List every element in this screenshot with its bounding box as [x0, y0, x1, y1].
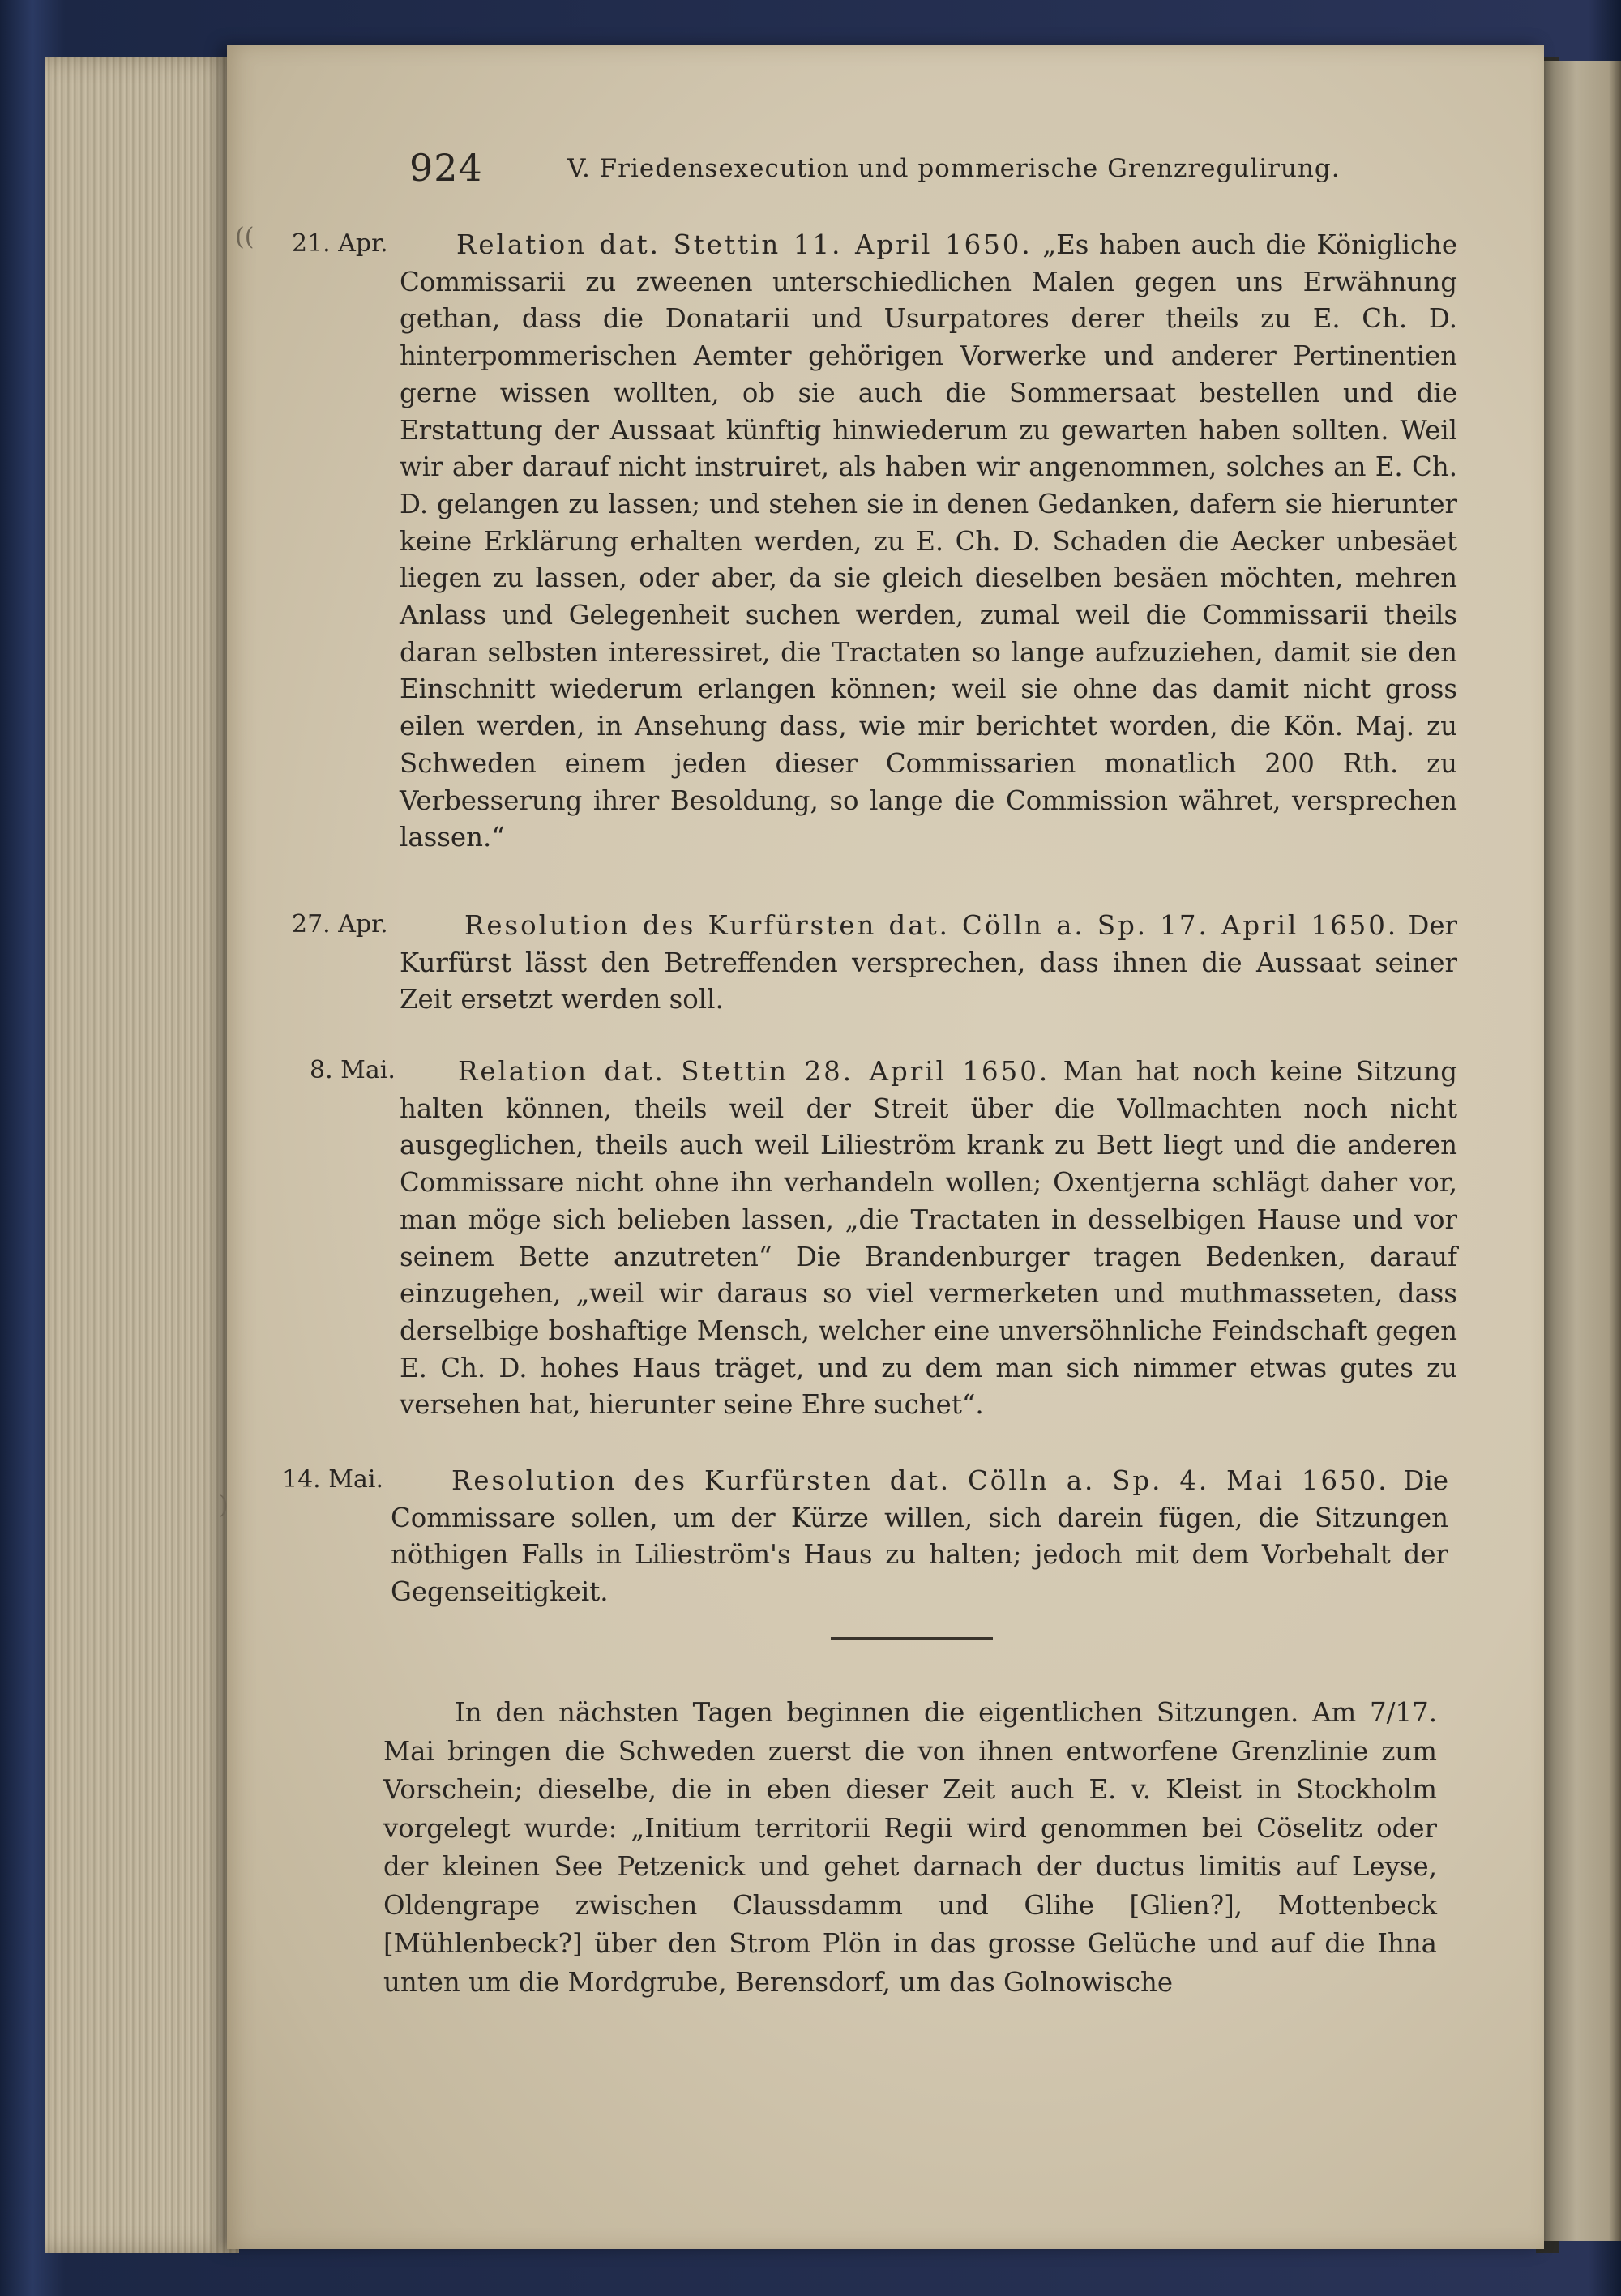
right-page-edges [1544, 61, 1621, 2241]
entry-text [391, 1463, 1448, 1611]
entry-date: 14. Mai. [282, 1465, 383, 1494]
running-header [409, 146, 1341, 203]
entry-lead: Resolution des Kurfürsten dat. Cölln a. Sp. 4. Mai 1650. [451, 1465, 1389, 1496]
entry-lead: Resolution des Kurfürsten dat. Cölln a. Sp. 17. April 1650. [464, 910, 1399, 941]
running-title: V. Friedensexecution und pommerische Grenzregulirung. [567, 154, 1341, 183]
left-page-edges [45, 57, 239, 2253]
entry-date: 8. Mai. [310, 1056, 396, 1084]
entry-body: Man hat noch keine Sitzung halten können, theils weil der Streit über die Vollmachten noch nicht ausgeglichen, theils auch weil Lilieström krank zu Bett liegt und die anderen Commissare nicht ohne ihn verhandeln wollen; Oxentjerna schlägt daher vor, man möge sich belieben lassen, „die Tractaten in desselbigen Hause und vor seinem Bette anzutreten“ Die Brandenburger tragen Bedenken, darauf einzugehen, „weil wir daraus so viel vermerketen und muthmasseten, dass derselbige boshaftige Mensch, welcher eine unversöhnliche Feindschaft gegen E. Ch. D. hohes Haus träget, und zu dem man sich nimmer etwas gutes zu versehen hat, hierunter seine Ehre suchet“. [400, 1056, 1457, 1421]
entry-lead: Relation dat. Stettin 11. April 1650. [456, 229, 1033, 260]
body-paragraph: In den nächsten Tagen beginnen die eigentlichen Sitzungen. Am 7/17. Mai bringen die Schweden zuerst die von ihnen entworfene Grenzlinie zum Vorschein; dieselbe, die in eben dieser Zeit auch E. v. Kleist in Stockholm vorgelegt wurde: „Initium territorii Regii wird genommen bei Cöselitz oder der kleinen See Petzenick und gehet darnach der ductus limitis auf Leyse, Oldengrape zwischen Claussdamm und Glihe [Glien?], Mottenbeck [Mühlenbeck?] über den Strom Plön in das grosse Gelüche und auf die Ihna unten um die Mordgrube, Berensdorf, um das Golnowische [383, 1697, 1437, 1998]
margin-mark-top: (( [235, 223, 254, 251]
margin-mark-mid: ) [219, 1491, 229, 1520]
entry-text [400, 908, 1457, 1019]
section-divider [831, 1637, 993, 1640]
entry-date: 21. Apr. [292, 229, 388, 258]
entry-text [400, 227, 1457, 857]
entry-body: Die Commissare sollen, um der Kürze willen, sich darein fügen, die Sitzungen nöthigen Falls in Lilieström's Haus zu halten; jedoch mit dem Vorbehalt der Gegenseitigkeit. [391, 1465, 1448, 1608]
entry-body: Der Kurfürst lässt den Betreffenden versprechen, dass ihnen die Aussaat seiner Zeit ersetzt werden soll. [400, 910, 1458, 1015]
page-number: 924 [409, 146, 483, 190]
entry-lead: Relation dat. Stettin 28. April 1650. [458, 1056, 1050, 1087]
entry-text [400, 1054, 1457, 1424]
entry-date: 27. Apr. [292, 910, 388, 938]
entry-body: „Es haben auch die Königliche Commissarii zu zweenen unterschiedlichen Malen gegen uns Erwähnung gethan, dass die Donatarii und Usurpatores derer theils zu E. Ch. D. hinterpommerischen Aemter gehörigen Vorwerke und anderer Pertinentien gerne wissen wollten, ob sie auch die Sommersaat bestellen und die Erstattung der Aussaat künftig hinwiederum zu gewarten haben sollten. Weil wir aber darauf nicht instruiret, als haben wir angenommen, solches an E. Ch. D. gelangen zu lassen; und stehen sie in denen Gedanken, dafern sie hierunter keine Erklärung erhalten werden, zu E. Ch. D. Schaden die Aecker unbesäet liegen zu lassen, oder aber, da sie gleich dieselben besäen möchten, mehren Anlass und Gelegenheit suchen werden, zumal weil die Commissarii theils daran selbsten interessiret, die Tractaten so lange aufzuziehen, damit sie den Einschnitt wiederum erlangen können; weil sie ohne das damit nicht gross eilen werden, in Ansehung dass, wie mir berichtet worden, die Kön. Maj. zu Schweden einem jeden dieser Commissarien monatlich 200 Rth. zu Verbesserung ihrer Besoldung, so lange die Commission währet, versprechen lassen.“ [400, 229, 1458, 853]
